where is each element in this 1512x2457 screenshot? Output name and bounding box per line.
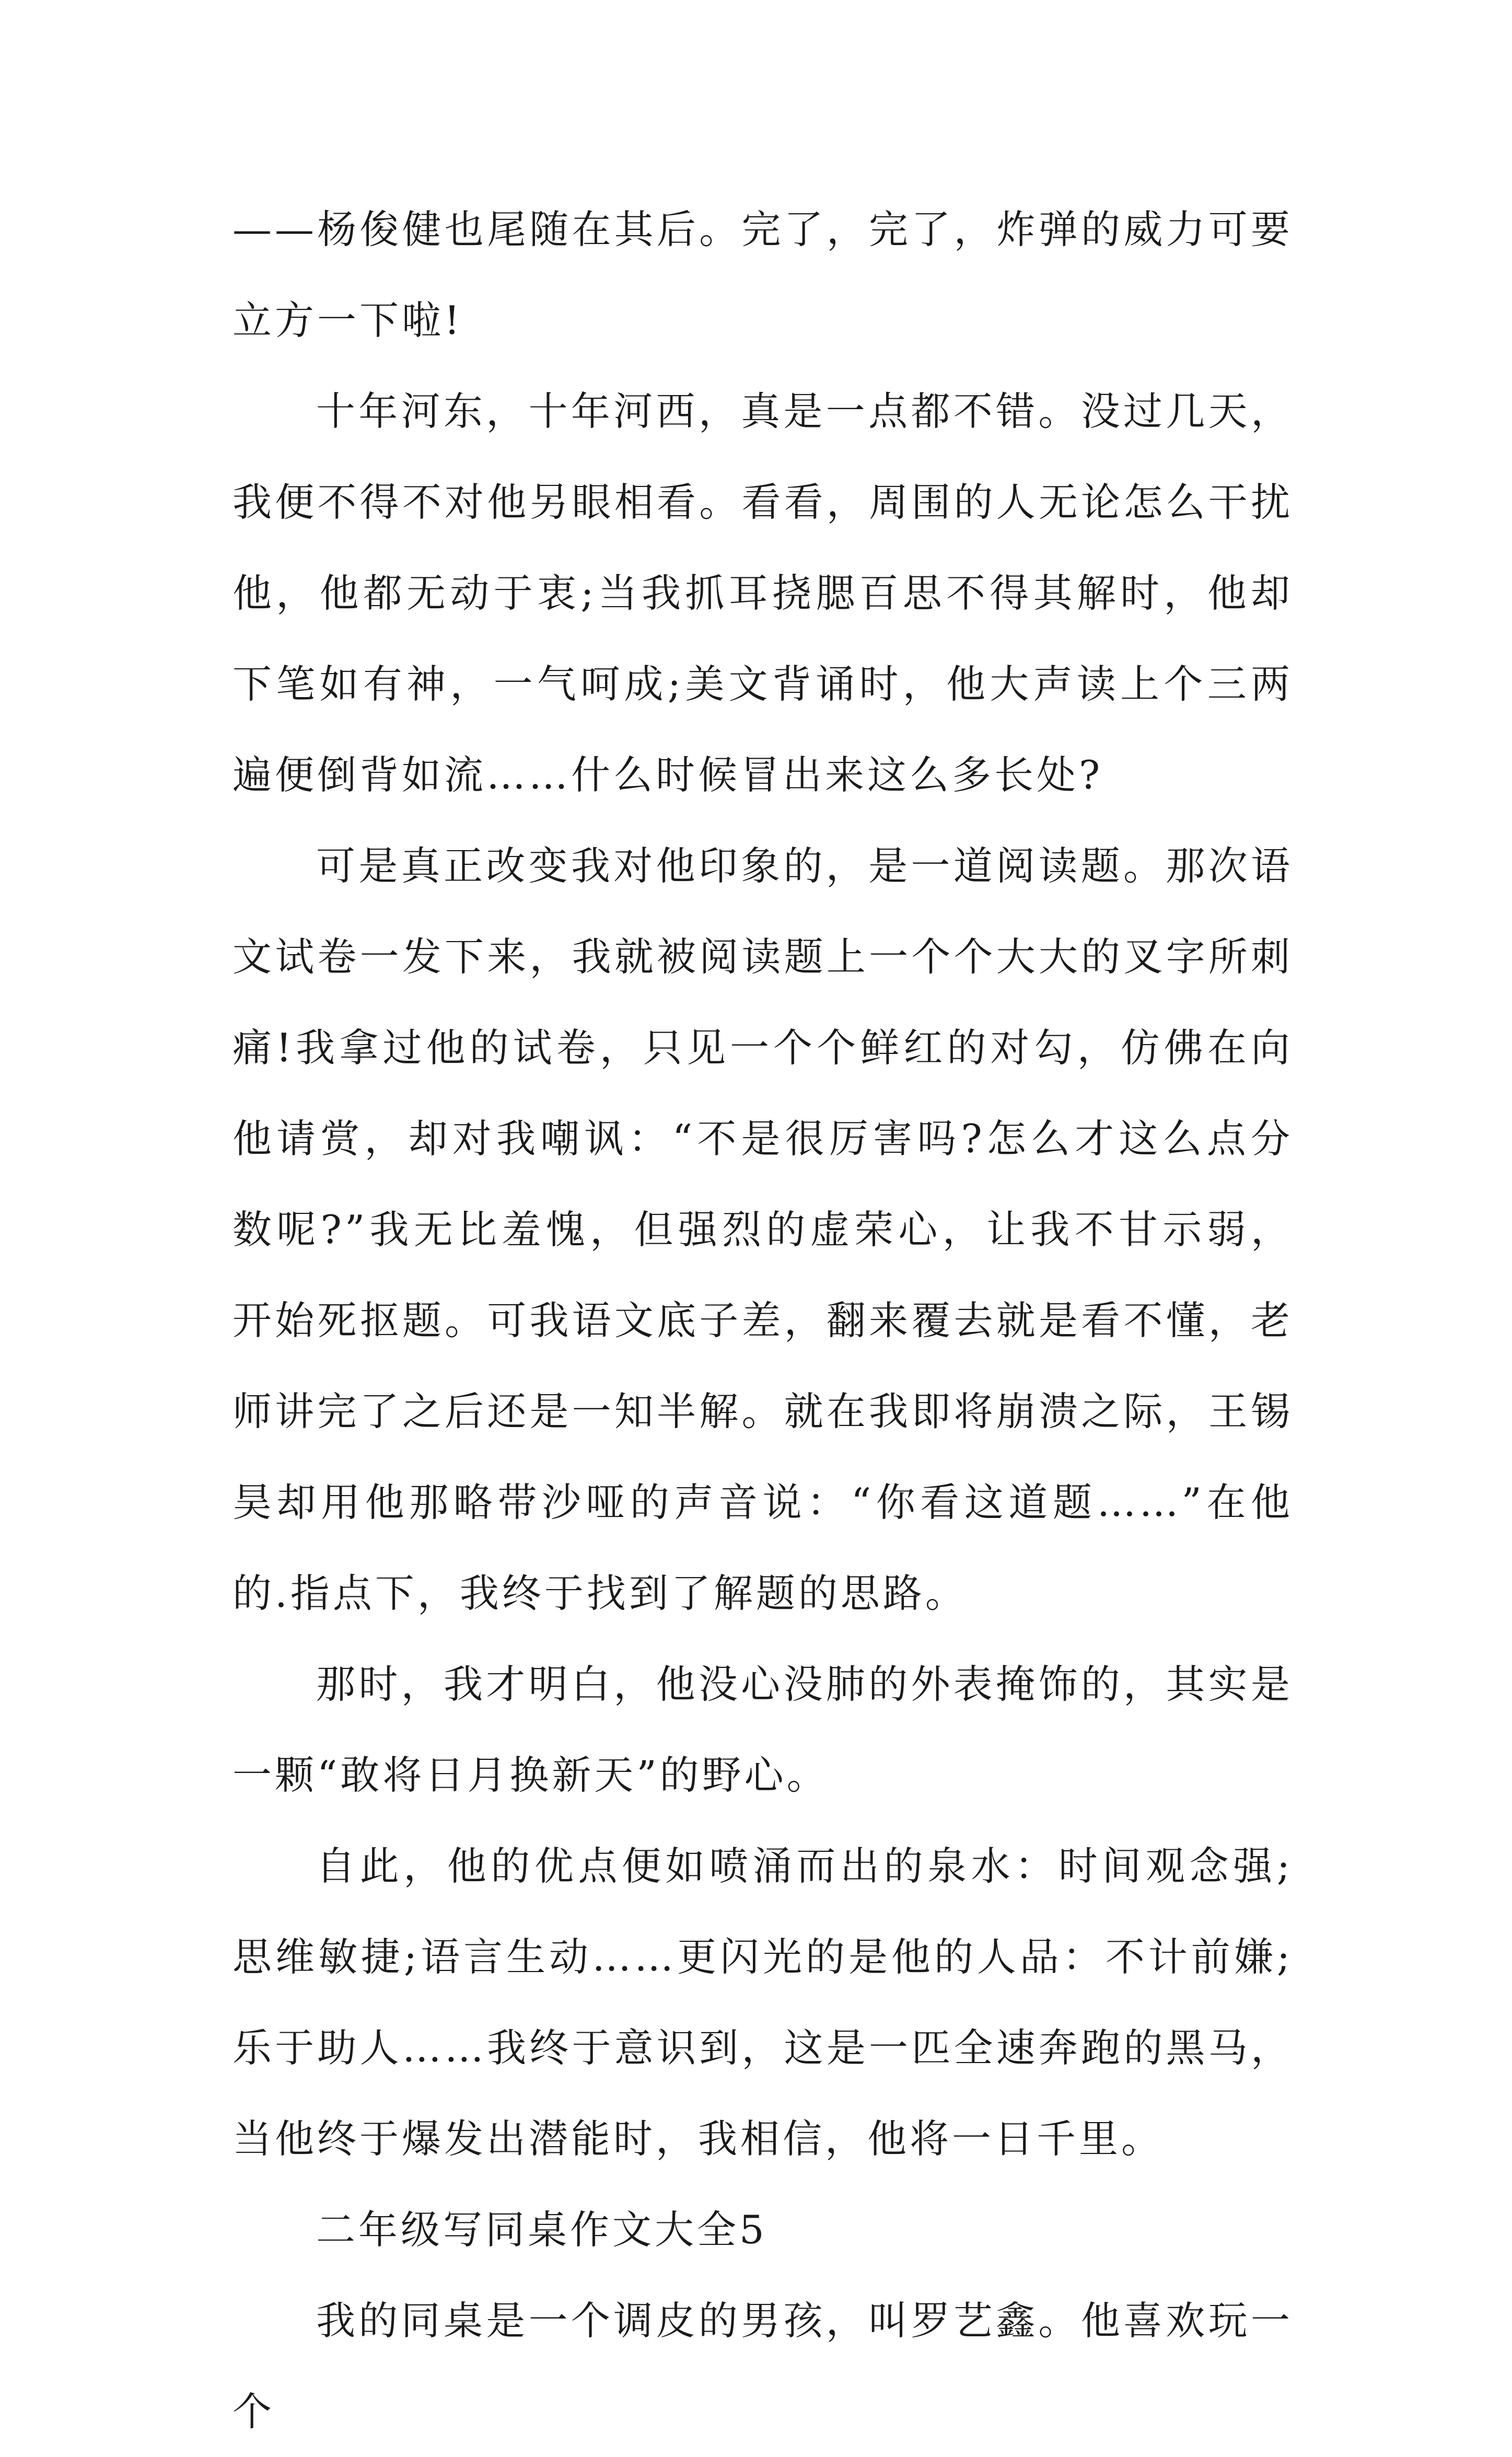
paragraph-6: 我的同桌是一个调皮的男孩，叫罗艺鑫。他喜欢玩一个 (232, 2298, 1293, 2435)
document-body (232, 184, 1293, 2457)
section-heading: 二年级写同桌作文大全5 (316, 2207, 767, 2253)
paragraph-1: ——杨俊健也尾随在其后。完了，完了，炸弹的威力可要立方一下啦! (232, 206, 1293, 343)
paragraph-2: 十年河东，十年河西，真是一点都不错。没过几天，我便不得不对他另眼相看。看看，周围的人无论怎么干扰他，他都无动于衷;当我抓耳挠腮百思不得其解时，他却下笔如有神，一气呵成;美文背诵时，他大声读上个三两遍便倒背如流……什么时候冒出来这么多长处? (232, 388, 1293, 798)
paragraph-5: 自此，他的优点便如喷涌而出的泉水：时间观念强;思维敏捷;语言生动……更闪光的是他的人品：不计前嫌;乐于助人……我终于意识到，这是一匹全速奔跑的黑马，当他终于爆发出潜能时，我相信，他将一日千里。 (232, 1843, 1293, 2162)
paragraph-3: 可是真正改变我对他印象的，是一道阅读题。那次语文试卷一发下来，我就被阅读题上一个个大大的叉字所刺痛!我拿过他的试卷，只见一个个鲜红的对勾，仿佛在向他请赏，却对我嘲讽：“不是很厉害吗?怎么才这么点分数呢?”我无比羞愧，但强烈的虚荣心，让我不甘示弱，开始死抠题。可我语文底子差，翻来覆去就是看不懂，老师讲完了之后还是一知半解。就在我即将崩溃之际，王锡昊却用他那略带沙哑的声音说：“你看这道题……”在他的.指点下，我终于找到了解题的思路。 (232, 843, 1293, 1616)
paragraph-4: 那时，我才明白，他没心没肺的外表掩饰的，其实是一颗“敢将日月换新天”的野心。 (232, 1661, 1293, 1798)
